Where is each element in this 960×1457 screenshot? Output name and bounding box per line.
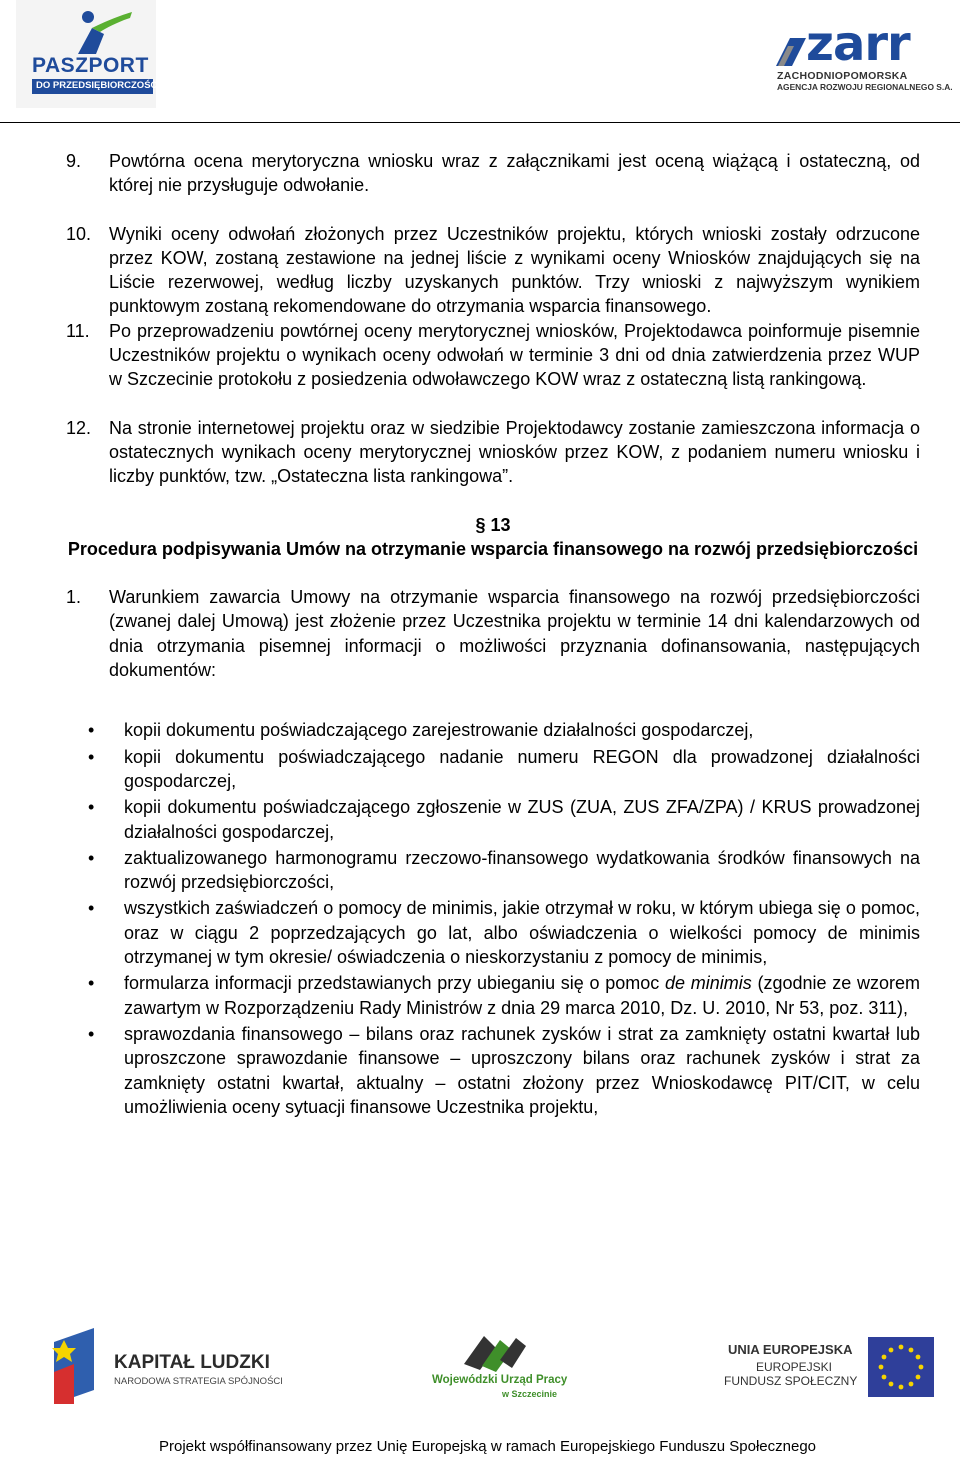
zarr-line1: ZACHODNIOPOMORSKA [777,70,908,82]
section-point-1 [66,585,920,682]
point-9 [66,149,920,198]
point-text: Warunkiem zawarcia Umowy na otrzymanie wsparcia finansowego na rozwój przedsiębiorczości (zwanej dalej Umową) jest złożenie przez Uczestnika projektu w terminie 14 dni kalendarzowych od dnia otrzymania pisemnej informacji o możliwości przyznania dofinansowania, następujących dokumentów: [109,587,920,681]
point-number: 12. [66,417,92,438]
list-item: • zaktualizowanego harmonogramu rzeczowo-finansowego wydatkowania środków finansowych na rozwój przedsiębiorczości, [66,846,920,895]
document-body [66,149,920,1121]
point-number: 9. [66,151,82,171]
list-item: • sprawozdania finansowego – bilans oraz rachunek zysków i strat za zamknięty ostatni kwartał lub uproszczone sprawozdanie finansowe – uproszczony bilans oraz rachunek zysków i strat za zamknięty ostatni kwartał, aktualny – ostatni złożony przez Wnioskodawcę PIT/CIT, w celu umożliwienia oceny sytuacji finansowe Uczestnika projektu, [66,1022,920,1119]
section-number: 13 [490,514,511,535]
documents-list [66,718,920,1119]
section-symbol: § [475,514,486,535]
wup-title: Wojewódzki Urząd Pracy [432,1374,568,1386]
point-text: Powtórna ocena merytoryczna wniosku wraz z załącznikami jest oceną wiążącą i ostateczną, od której nie przysługuje odwołanie. [109,151,920,196]
kapital-ludzki-subtitle: NARODOWA STRATEGIA SPÓJNOŚCI [114,1376,283,1387]
kapital-ludzki-icon [50,1328,110,1406]
header-divider [0,122,960,123]
eu-flag-icon [868,1337,934,1397]
list-item-italic: de minimis [665,973,752,994]
eu-line2: EUROPEJSKI [756,1360,833,1374]
point-text: Na stronie internetowej projektu oraz w siedzibie Projektodawcy zostanie zamieszczona informacja o ostatecznych wynikach oceny merytorycznej wniosków przez KOW, z podaniem numeru wniosku i liczby punktów, tzw. „Ostateczna lista rankingowa”. [109,417,920,487]
eu-title: UNIA EUROPEJSKA [728,1342,853,1357]
wup-subtitle: w Szczecinie [502,1389,558,1399]
eu-line3: FUNDUSZ SPOŁECZNY [724,1374,858,1388]
list-item: • wszystkich zaświadczeń o pomocy de minimis, jakie otrzymał w roku, w którym ubiega się o pomoc, oraz w ciągu 2 poprzedzających go lat, albo oświadczenia o wielkości pomocy de minimis otrzymanej w tym okresie/ oświadczenia o nieskorzystaniu z pomocy de minimis, [66,896,920,969]
point-10 [66,222,920,319]
point-12 [66,416,920,489]
person-running-icon [70,8,140,56]
list-item: • kopii dokumentu poświadczającego zarejestrowanie działalności gospodarczej, [66,718,920,742]
footer-note: Projekt współfinansowany przez Unię Europejską w ramach Europejskiego Funduszu Społecznego [158,1438,817,1455]
list-item [66,971,920,1020]
point-text: Wyniki oceny odwołań złożonych przez Uczestników projektu, których wnioski zostały odrzucone przez KOW, zostaną zestawione na jednej liście z wynikami oceny Wniosków znajdujących się na Liście rezerwowej, według liczby uzyskanych punktów. Trzy wnioski z najwyższym wynikiem punktowym zostaną rekomendowane do otrzymania wsparcia finansowego. [109,223,920,317]
kapital-ludzki-title: KAPITAŁ LUDZKI [114,1352,270,1373]
point-number: 11. [66,320,90,341]
paszport-title: PASZPORT [32,54,149,77]
section-title: Procedura podpisywania Umów na otrzymanie wsparcia finansowego na rozwój przedsiębiorczości [67,538,919,559]
list-item: • kopii dokumentu poświadczającego zgłoszenie w ZUS (ZUA, ZUS ZFA/ZPA) / KRUS prowadzonej działalności gospodarczej, [66,795,920,844]
point-11 [66,319,920,392]
list-item-text: formularza informacji przedstawianych przy ubieganiu się o pomoc [124,973,666,994]
zarr-title: zarr [806,16,910,72]
eu-logo [722,1336,937,1398]
point-number: 10. [66,223,92,244]
zarr-line2: AGENCJA ROZWOJU REGIONALNEGO S.A. [777,82,953,92]
wup-logo [430,1330,568,1405]
section-number-line [66,513,920,537]
wup-mark-icon [460,1330,530,1372]
page-header [0,0,960,124]
list-item-text: (zgodnie ze wzorem zawartym w Rozporządzeniu Rady Ministrów z dnia 29 marca 2010, Dz. U. 2010, Nr 53, poz. 311), [124,973,920,1018]
point-text: Po przeprowadzeniu powtórnej oceny merytorycznej wniosków, Projektodawca poinformuje pisemnie Uczestników projektu o wynikach oceny odwołań w terminie 3 dni od dnia zatwierdzenia przez WUP w Szczecinie protokołu z posiedzenia odwoławczego KOW wraz z ostateczną listą rankingową. [109,320,920,390]
zarr-mark-icon [776,36,806,68]
paszport-logo [16,0,161,108]
kapital-ludzki-logo [50,1328,283,1406]
zarr-logo [776,16,953,100]
point-number: 1. [66,587,82,608]
paszport-subtitle: DO PRZEDSIĘBIORCZOŚCI [36,80,161,91]
section-heading [66,513,920,562]
list-item: • kopii dokumentu poświadczającego nadanie numeru REGON dla prowadzonej działalności gospodarczej, [66,745,920,794]
